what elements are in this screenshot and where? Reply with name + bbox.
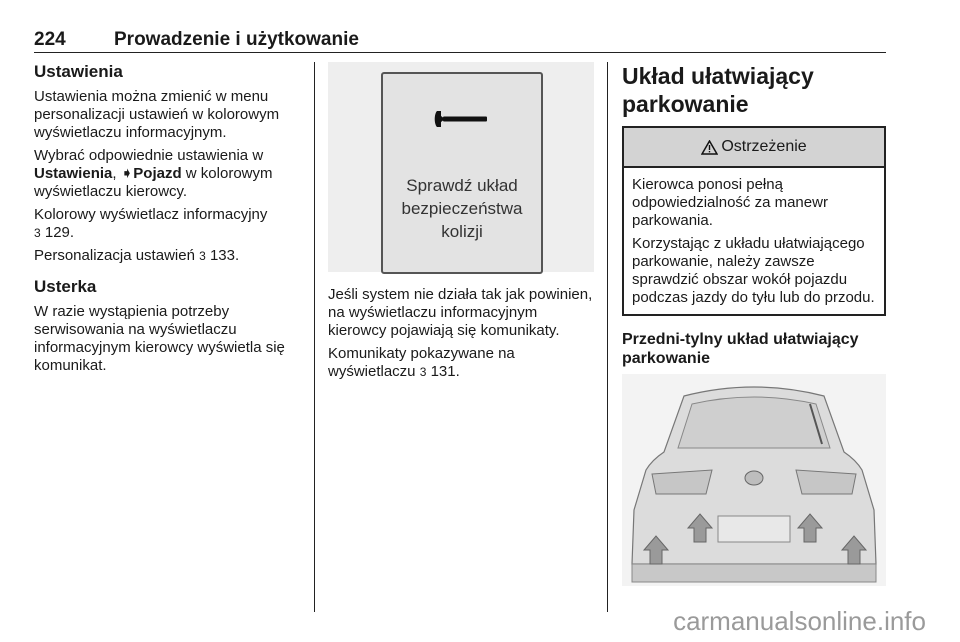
page-ref-icon: 3 bbox=[199, 249, 206, 263]
warning-title: Ostrzeżenie bbox=[721, 138, 807, 155]
title-line: parkowanie bbox=[622, 91, 749, 117]
warning-box bbox=[622, 126, 886, 316]
page-ref: 129. bbox=[44, 224, 75, 241]
paragraph: W razie wystąpienia potrzeby serwisowania na wyświetlaczu informacyjnym kierowcy wyświetla się komunikat. bbox=[34, 303, 285, 374]
text: Personalizacja ustawień bbox=[34, 247, 195, 264]
warning-header bbox=[624, 128, 884, 168]
message-line: Sprawdź układ bbox=[406, 176, 518, 195]
column-divider bbox=[314, 62, 315, 612]
warning-body bbox=[624, 168, 884, 314]
message-line: kolizji bbox=[441, 222, 483, 241]
separator: , bbox=[112, 165, 121, 182]
menu-path-pojazd: Pojazd bbox=[133, 165, 182, 182]
paragraph bbox=[34, 206, 304, 242]
page-ref: 133. bbox=[209, 247, 240, 264]
text: w kolorowym wyświetlaczu kierowcy. bbox=[34, 165, 273, 200]
subheading-line: parkowanie bbox=[622, 350, 711, 367]
paragraph bbox=[34, 147, 304, 201]
page-number: 224 bbox=[34, 29, 66, 50]
arrow-right-icon: ➧ bbox=[120, 165, 134, 182]
subheading bbox=[622, 330, 886, 368]
display-illustration bbox=[328, 62, 594, 272]
warning-triangle-icon bbox=[701, 140, 718, 155]
warning-text: Kierowca ponosi pełną odpowiedzialność za manewr parkowania. bbox=[632, 176, 828, 229]
car-rear-illustration bbox=[622, 374, 886, 586]
section-title bbox=[622, 62, 886, 118]
page-header bbox=[34, 26, 886, 53]
section-heading-usterka: Usterka bbox=[34, 277, 97, 296]
column-divider bbox=[607, 62, 608, 612]
menu-path-ustawienia: Ustawienia bbox=[34, 165, 113, 182]
paragraph: Ustawienia można zmienić w menu personalizacji ustawień w kolorowym wyświetlaczu informacyjnym. bbox=[34, 88, 280, 141]
paragraph bbox=[34, 247, 304, 265]
text: Wybrać odpowiednie ustawienia w bbox=[34, 147, 264, 164]
title-line: Układ ułatwiający bbox=[622, 63, 814, 89]
column-2 bbox=[328, 62, 596, 386]
warning-text: Korzystając z układu ułatwiającego parkowanie, należy zawsze sprawdzić obszar wokół pojazdu podczas jazdy do tyłu lub do przodu. bbox=[632, 235, 875, 306]
subheading-line: Przedni-tylny układ ułatwiający bbox=[622, 331, 859, 348]
chapter-title: Prowadzenie i użytkowanie bbox=[114, 29, 359, 50]
message-line: bezpieczeństwa bbox=[401, 199, 523, 218]
car-rear-sensors-image bbox=[622, 374, 886, 586]
watermark: carmanualsonline.info bbox=[673, 606, 926, 636]
paragraph: Jeśli system nie działa tak jak powinien, na wyświetlaczu informacyjnym kierowcy pojawiają się komunikaty. bbox=[328, 286, 593, 339]
text: Kolorowy wyświetlacz informacyjny bbox=[34, 206, 268, 223]
column-1 bbox=[34, 62, 304, 380]
display-message-panel bbox=[381, 72, 543, 274]
page-ref-icon: 3 bbox=[419, 365, 427, 379]
paragraph bbox=[328, 345, 596, 381]
column-3 bbox=[622, 62, 886, 586]
wrench-icon bbox=[433, 108, 489, 130]
text: Komunikaty pokazywane na wyświetlaczu bbox=[328, 345, 515, 380]
page-ref: 131. bbox=[430, 363, 460, 380]
page-ref-icon: 3 bbox=[34, 226, 41, 240]
section-heading-ustawienia: Ustawienia bbox=[34, 62, 123, 81]
display-message bbox=[383, 174, 541, 243]
